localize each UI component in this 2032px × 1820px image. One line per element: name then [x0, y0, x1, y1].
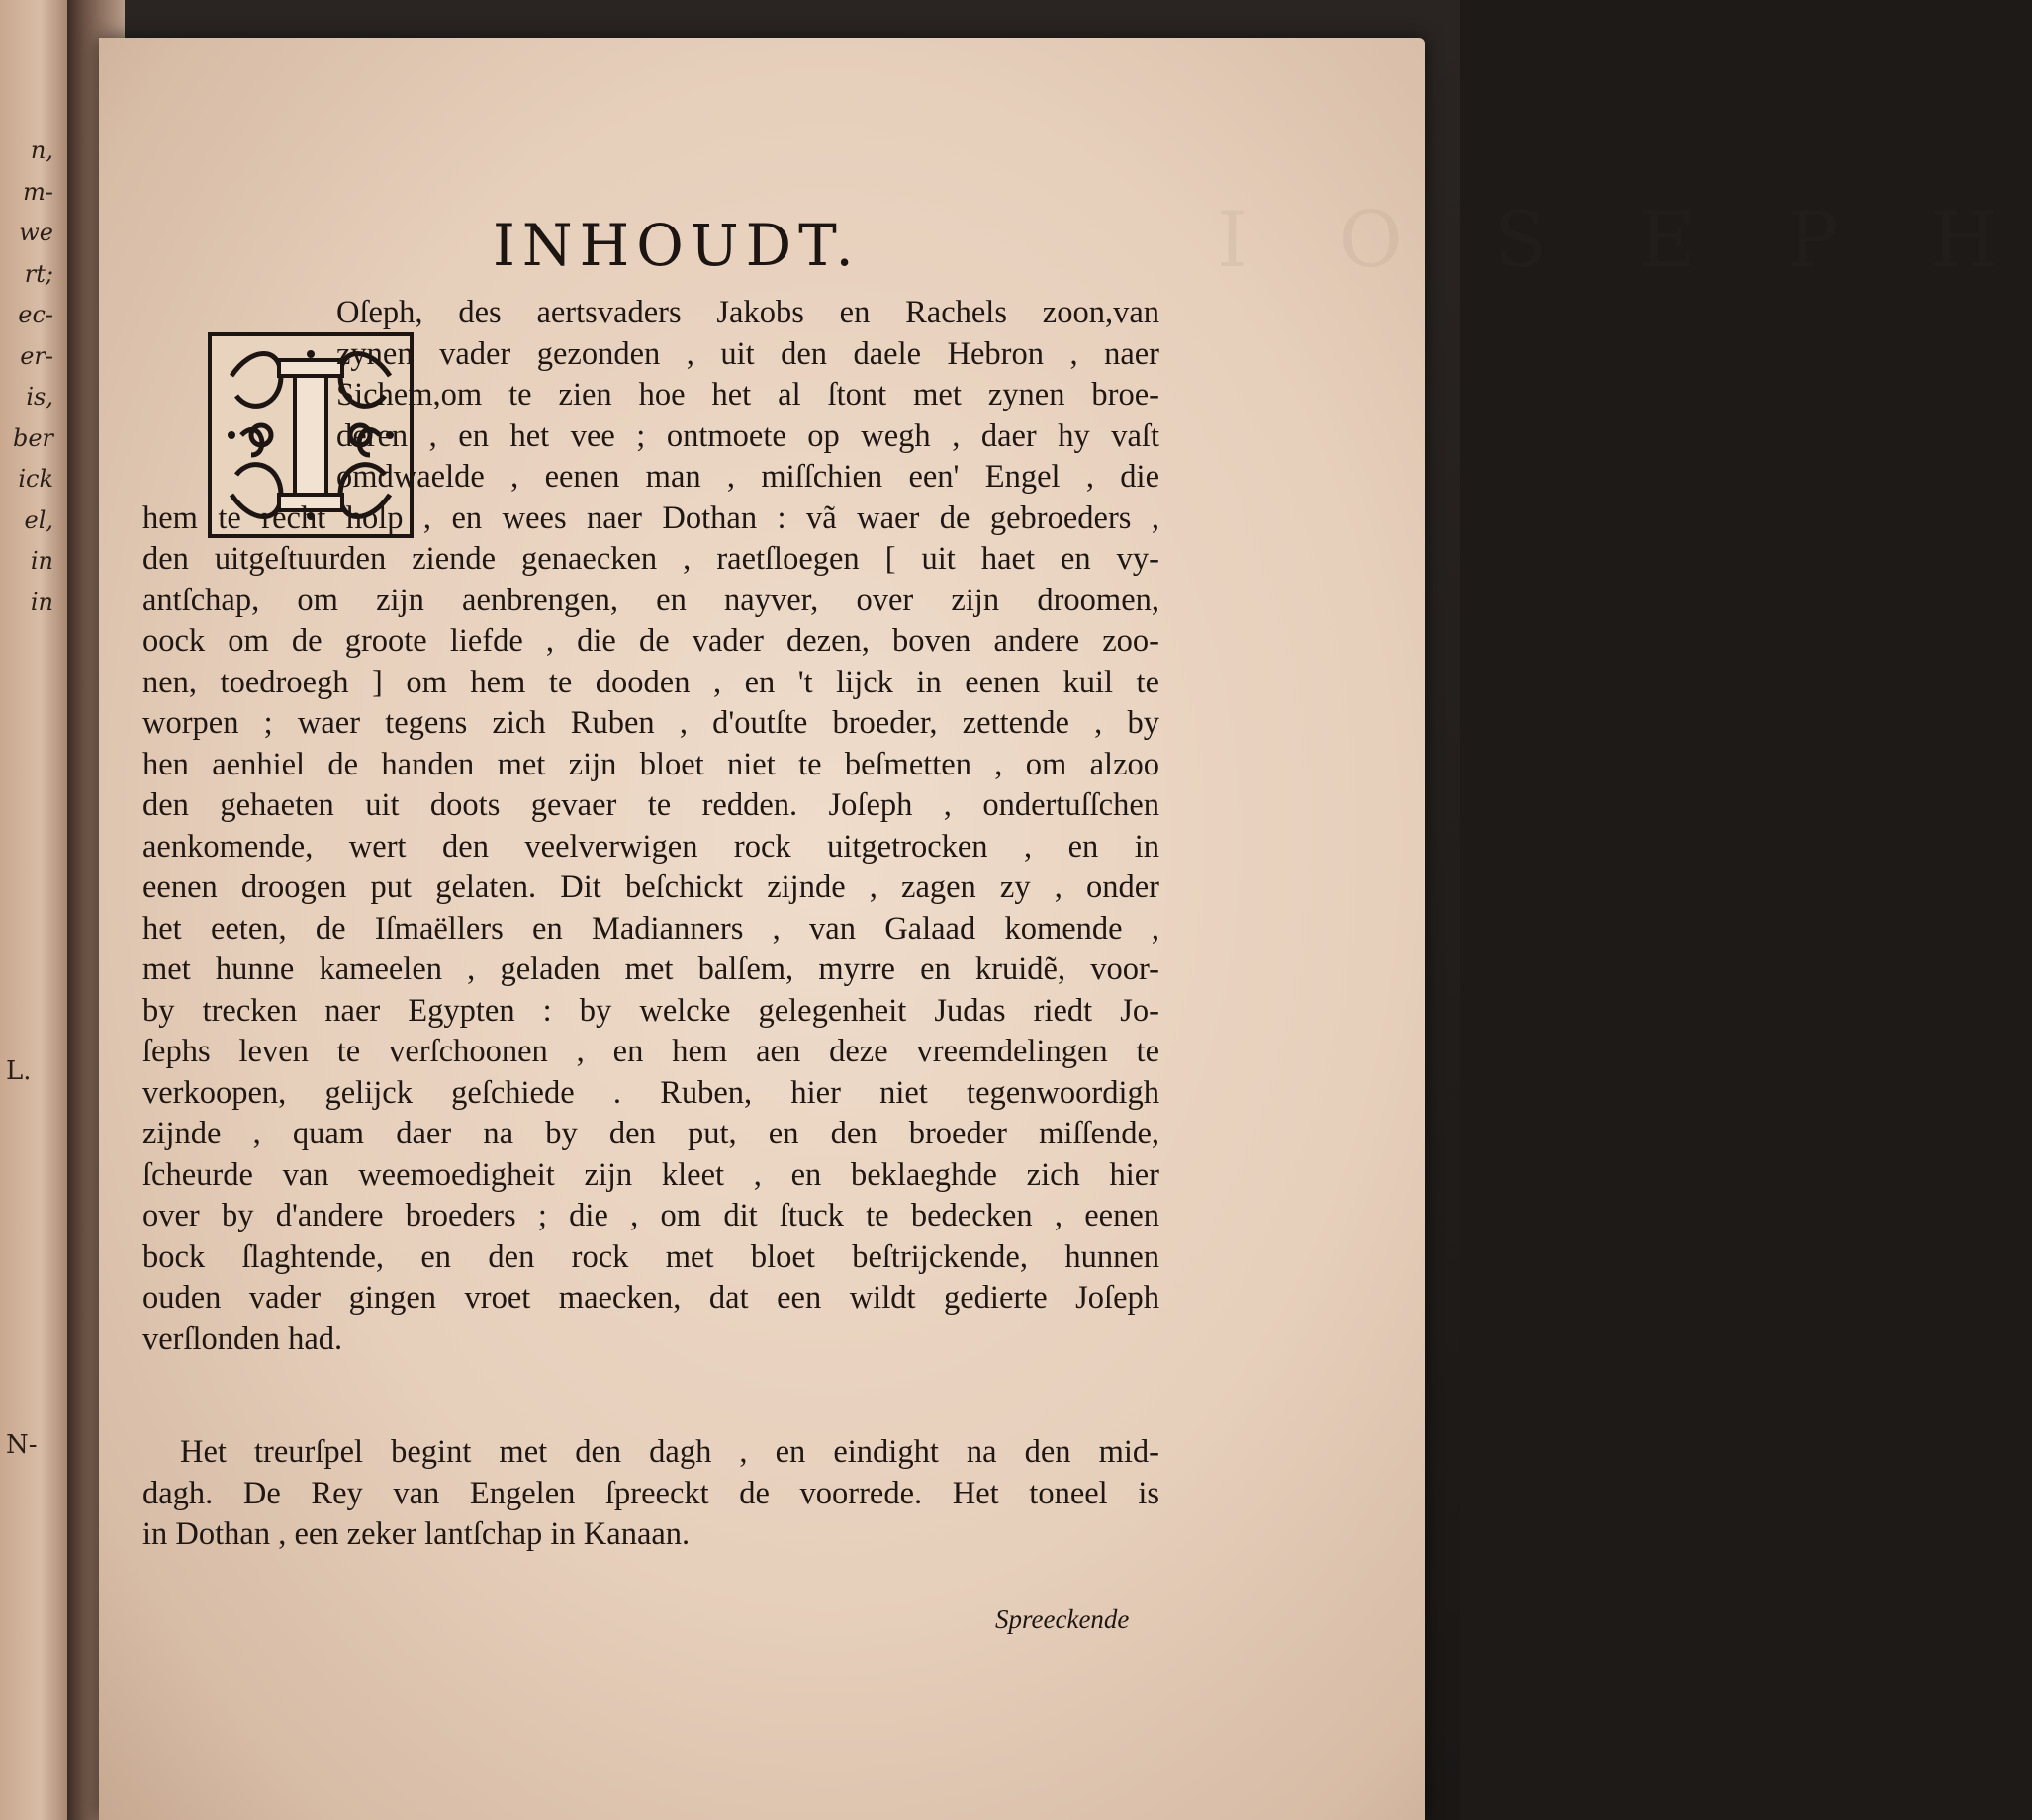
text-line: Oſeph, des aertsvaders Jakobs en Rachels zoon,van: [336, 295, 1159, 330]
text-line: het eeten, de Iſmaëllers en Madianners , van Galaad komende ,: [142, 910, 1159, 947]
facing-fragment: er-: [20, 341, 53, 370]
facing-fragment: rt;: [24, 259, 53, 288]
text-line: antſchap, om zijn aenbrengen, en nayver, over zijn droomen,: [142, 582, 1159, 618]
text-line: oock om de groote liefde , die de vader dezen, boven andere zoo-: [142, 623, 1159, 659]
facing-fragment: is,: [26, 383, 53, 410]
text-line: den uitgeſtuurden ziende genaecken , raetſloegen [ uit haet en vy-: [142, 541, 1159, 577]
text-line: hen aenhiel de handen met zijn bloet niet te beſmetten , om alzoo: [142, 746, 1159, 782]
text-line: nen, toedroegh ] om hem te dooden , en 't lijck in eenen kuil te: [142, 664, 1159, 700]
text-line: bock ſlaghtende, en den rock met bloet beſtrijckende, hunnen: [142, 1238, 1159, 1275]
facing-fragment: ber: [12, 423, 53, 452]
text-line: ouden vader gingen vroet maecken, dat een wildt gedierte Joſeph: [142, 1280, 1159, 1316]
text-line: zynen vader gezonden , uit den daele Hebron , naer: [336, 335, 1159, 372]
facing-fragment: in: [30, 547, 53, 575]
facing-page: [0, 0, 67, 1820]
text-line: den gehaeten uit doots gevaer te redden. Joſeph , ondertuſſchen: [142, 787, 1159, 823]
facing-page-text: [4, 131, 67, 623]
text-line: omdwaelde , eenen man , miſſchien een' Engel , die: [336, 459, 1159, 495]
facing-fragment: ec-: [18, 301, 53, 328]
text-line: ſephs leven te verſchoonen , en hem aen deze vreemdelingen te: [142, 1034, 1159, 1069]
text-line: over by d'andere broeders ; die , om dit ſtuck te bedecken , eenen: [142, 1198, 1159, 1233]
facing-fragment: n,: [30, 136, 53, 164]
facing-fragment: ick: [18, 465, 53, 493]
text-line: dagh. De Rey van Engelen ſpreeckt de voorrede. Het toneel is: [142, 1475, 1159, 1511]
text-line: hem te recht holp , en wees naer Dothan : vã waer de gebroeders ,: [142, 500, 1159, 536]
text-line: deren , en het vee ; ontmoete op wegh , daer hy vaſt: [336, 417, 1159, 454]
text-line: in Dothan , een zeker lantſchap in Kanaan.: [142, 1516, 691, 1552]
text-line: eenen droogen put gelaten. Dit beſchickt zijnde , zagen zy , onder: [142, 869, 1159, 905]
page-heading: INHOUDT.: [493, 212, 861, 279]
text-line: verkoopen, gelijck geſchiede . Ruben, hier niet tegenwoordigh: [142, 1074, 1159, 1111]
facing-mark-l: L.: [6, 1056, 32, 1086]
closing-paragraph: [142, 1432, 1159, 1556]
text-line: verſlonden had.: [142, 1320, 343, 1357]
text-line: by trecken naer Egypten : by welcke gelegenheit Judas riedt Jo-: [142, 992, 1159, 1029]
summary-paragraph: [142, 293, 1159, 1360]
facing-mark-n: N-: [6, 1430, 38, 1460]
text-line: worpen ; waer tegens zich Ruben , d'outſte broeder, zettende , by: [142, 705, 1159, 741]
catchword: Spreeckende: [995, 1604, 1130, 1634]
text-line: met hunne kameelen , geladen met balſem, myrre en kruidẽ, voor-: [142, 952, 1159, 987]
facing-fragment: in: [30, 588, 53, 616]
text-line: Het treurſpel begint met den dagh , en eindight na den mid-: [180, 1434, 1159, 1470]
facing-fragment: el,: [24, 505, 53, 534]
text-line: aenkomende, wert den veelverwigen rock uitgetrocken , en in: [142, 828, 1159, 864]
text-line: zijnde , quam daer na by den put, en den broeder miſſende,: [142, 1116, 1159, 1151]
facing-fragment: we: [19, 219, 53, 246]
facing-fragment: m-: [23, 177, 53, 206]
text-line: ſcheurde van weemoedigheit zijn kleet , en beklaeghde zich hier: [142, 1156, 1159, 1193]
show-through-ink: I O S E P H: [1217, 196, 2032, 285]
text-line: Sichem,om te zien hoe het al ſtont met zynen broe-: [336, 377, 1159, 412]
